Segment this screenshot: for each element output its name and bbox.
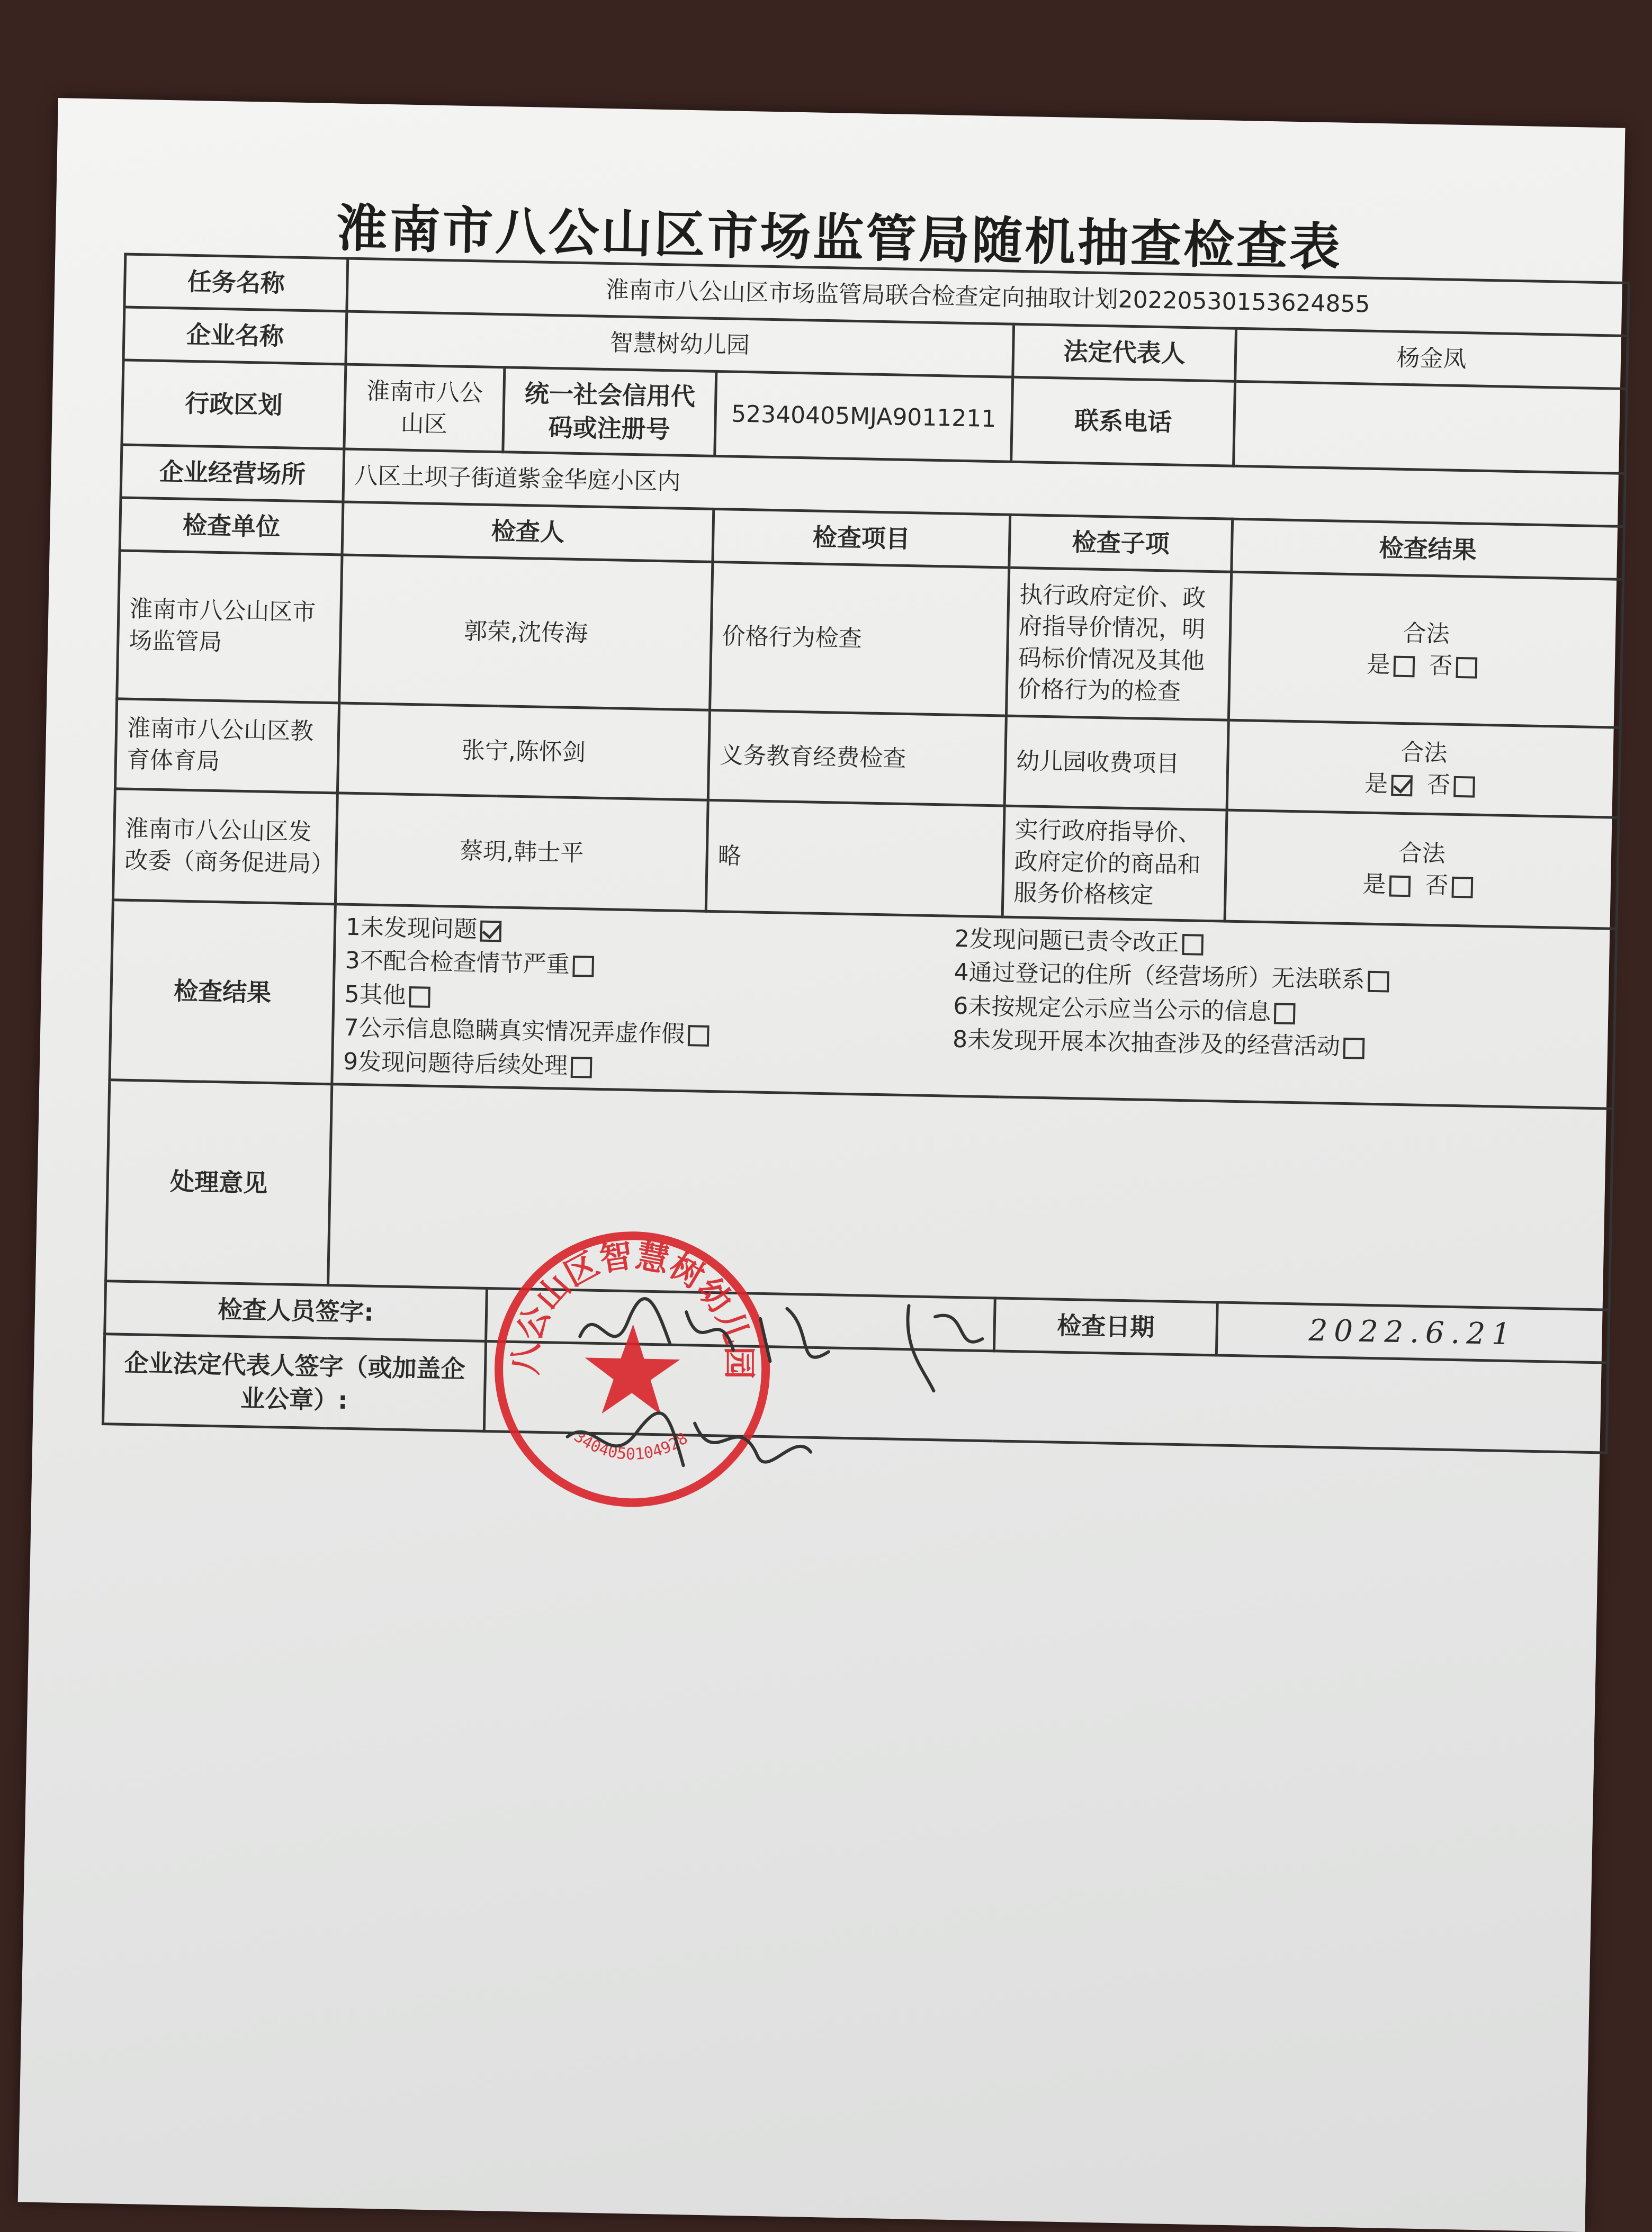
- result-checkbox[interactable]: [480, 921, 502, 942]
- task-name-value: 淮南市八公山区市场监管局联合检查定向抽取计划20220530153624855: [347, 258, 1629, 336]
- label-overall-result: 检查结果: [110, 900, 335, 1084]
- result-option-label: 1未发现问题: [345, 913, 478, 943]
- label-inspector-sign: 检查人员签字:: [105, 1281, 487, 1342]
- result-checkbox[interactable]: [1274, 1003, 1296, 1024]
- inspection-form-paper: [18, 98, 1626, 2232]
- legal-rep-value: 杨金凤: [1235, 328, 1628, 389]
- check-item: 义务教育经费检查: [708, 710, 1006, 806]
- result-checkbox[interactable]: [1368, 971, 1389, 993]
- inspection-table: [102, 253, 1630, 1454]
- label-inspector: 检查人: [342, 502, 714, 562]
- check-legal-result: [1227, 720, 1620, 817]
- representative-signature: [556, 1389, 833, 1500]
- result-checkbox[interactable]: [572, 956, 594, 977]
- label-rep-sign: 企业法定代表人签字（或加盖企业公章）:: [103, 1334, 486, 1432]
- no-checkbox[interactable]: [1456, 656, 1477, 678]
- result-option-label: 8未发现开展本次抽查涉及的经营活动: [952, 1025, 1341, 1060]
- label-opinion: 处理意见: [106, 1080, 332, 1285]
- check-item: 价格行为检查: [710, 562, 1009, 716]
- no-label: 否: [1429, 652, 1453, 680]
- check-unit: 淮南市八公山区发改委（商务促进局）: [113, 789, 337, 904]
- label-unit: 检查单位: [120, 498, 343, 555]
- seal-number-text: 3404050104928: [570, 1427, 692, 1464]
- label-address: 企业经营场所: [121, 445, 344, 502]
- yes-label: 是: [1364, 770, 1388, 797]
- label-result: 检查结果: [1232, 519, 1624, 579]
- label-phone: 联系电话: [1011, 377, 1235, 466]
- label-admin-region: 行政区划: [122, 360, 346, 449]
- no-label: 否: [1426, 771, 1451, 799]
- date-value: 2022.6.21: [1216, 1302, 1609, 1363]
- yes-label: 是: [1366, 651, 1390, 678]
- check-legal-result: [1225, 810, 1619, 929]
- yes-label: 是: [1362, 870, 1386, 898]
- check-subitem: 实行政府指导价、政府定价的商品和服务价格核定: [1002, 806, 1227, 921]
- result-option-label: 3不配合检查情节严重: [345, 947, 570, 979]
- yes-checkbox[interactable]: [1393, 655, 1415, 677]
- label-item: 检查项目: [713, 509, 1010, 568]
- label-subitem: 检查子项: [1009, 515, 1233, 572]
- legal-label: 合法: [1400, 739, 1448, 767]
- check-unit: 淮南市八公山区教育体育局: [115, 699, 339, 793]
- label-company-name: 企业名称: [123, 307, 347, 364]
- document-title: 淮南市八公山区市场监管局随机抽查检查表: [336, 199, 1343, 277]
- result-options: [332, 904, 1617, 1109]
- result-option-label: 9发现问题待后续处理: [343, 1048, 568, 1079]
- yes-checkbox[interactable]: [1391, 775, 1413, 796]
- label-legal-rep: 法定代表人: [1013, 324, 1236, 381]
- result-option-label: 5其他: [344, 980, 407, 1009]
- check-subitem: 幼儿园收费项目: [1004, 716, 1228, 810]
- inspector-signature: [563, 1278, 1042, 1403]
- check-unit: 淮南市八公山区市场监管局: [117, 551, 342, 703]
- legal-label: 合法: [1398, 839, 1446, 868]
- result-checkbox[interactable]: [1182, 934, 1204, 956]
- company-name-value: 智慧树幼儿园: [346, 311, 1014, 377]
- phone-value: [1234, 381, 1627, 473]
- no-checkbox[interactable]: [1451, 876, 1473, 898]
- no-checkbox[interactable]: [1453, 776, 1475, 797]
- check-subitem: 执行政府定价、政府指导价情况，明码标价情况及其他价格行为的检查: [1006, 568, 1231, 720]
- result-checkbox[interactable]: [1343, 1038, 1365, 1059]
- result-option-label: 6未按规定公示应当公示的信息: [953, 992, 1271, 1026]
- check-inspector: 张宁,陈怀剑: [337, 703, 710, 800]
- table-row: [117, 551, 1623, 727]
- legal-label: 合法: [1403, 620, 1450, 648]
- yes-checkbox[interactable]: [1389, 875, 1411, 897]
- seal-name-text: 八公山区智慧树幼儿园: [506, 1236, 759, 1380]
- result-option-label: 2发现问题已责令改正: [954, 925, 1180, 957]
- result-option-label: 4通过登记的住所（经营场所）无法联系: [954, 959, 1365, 994]
- result-option-label: 7公示信息隐瞒真实情况弄虚作假: [343, 1014, 685, 1048]
- label-credit-code: 统一社会信用代码或注册号: [503, 367, 716, 456]
- check-legal-result: [1228, 572, 1623, 727]
- check-item: 略: [706, 800, 1004, 917]
- label-date: 检查日期: [994, 1298, 1217, 1355]
- no-label: 否: [1424, 871, 1449, 899]
- check-inspector: 蔡玥,韩士平: [335, 793, 708, 911]
- check-inspector: 郭荣,沈传海: [339, 555, 713, 710]
- result-checkbox[interactable]: [688, 1025, 710, 1047]
- result-checkbox[interactable]: [571, 1057, 592, 1078]
- address-value: 八区土坝子街道紫金华庭小区内: [343, 449, 1626, 526]
- credit-code-value: 52340405MJA9011211: [715, 371, 1013, 462]
- label-task-name: 任务名称: [124, 254, 348, 311]
- admin-region-value: 淮南市八公山区: [344, 364, 505, 452]
- result-checkbox[interactable]: [409, 986, 430, 1008]
